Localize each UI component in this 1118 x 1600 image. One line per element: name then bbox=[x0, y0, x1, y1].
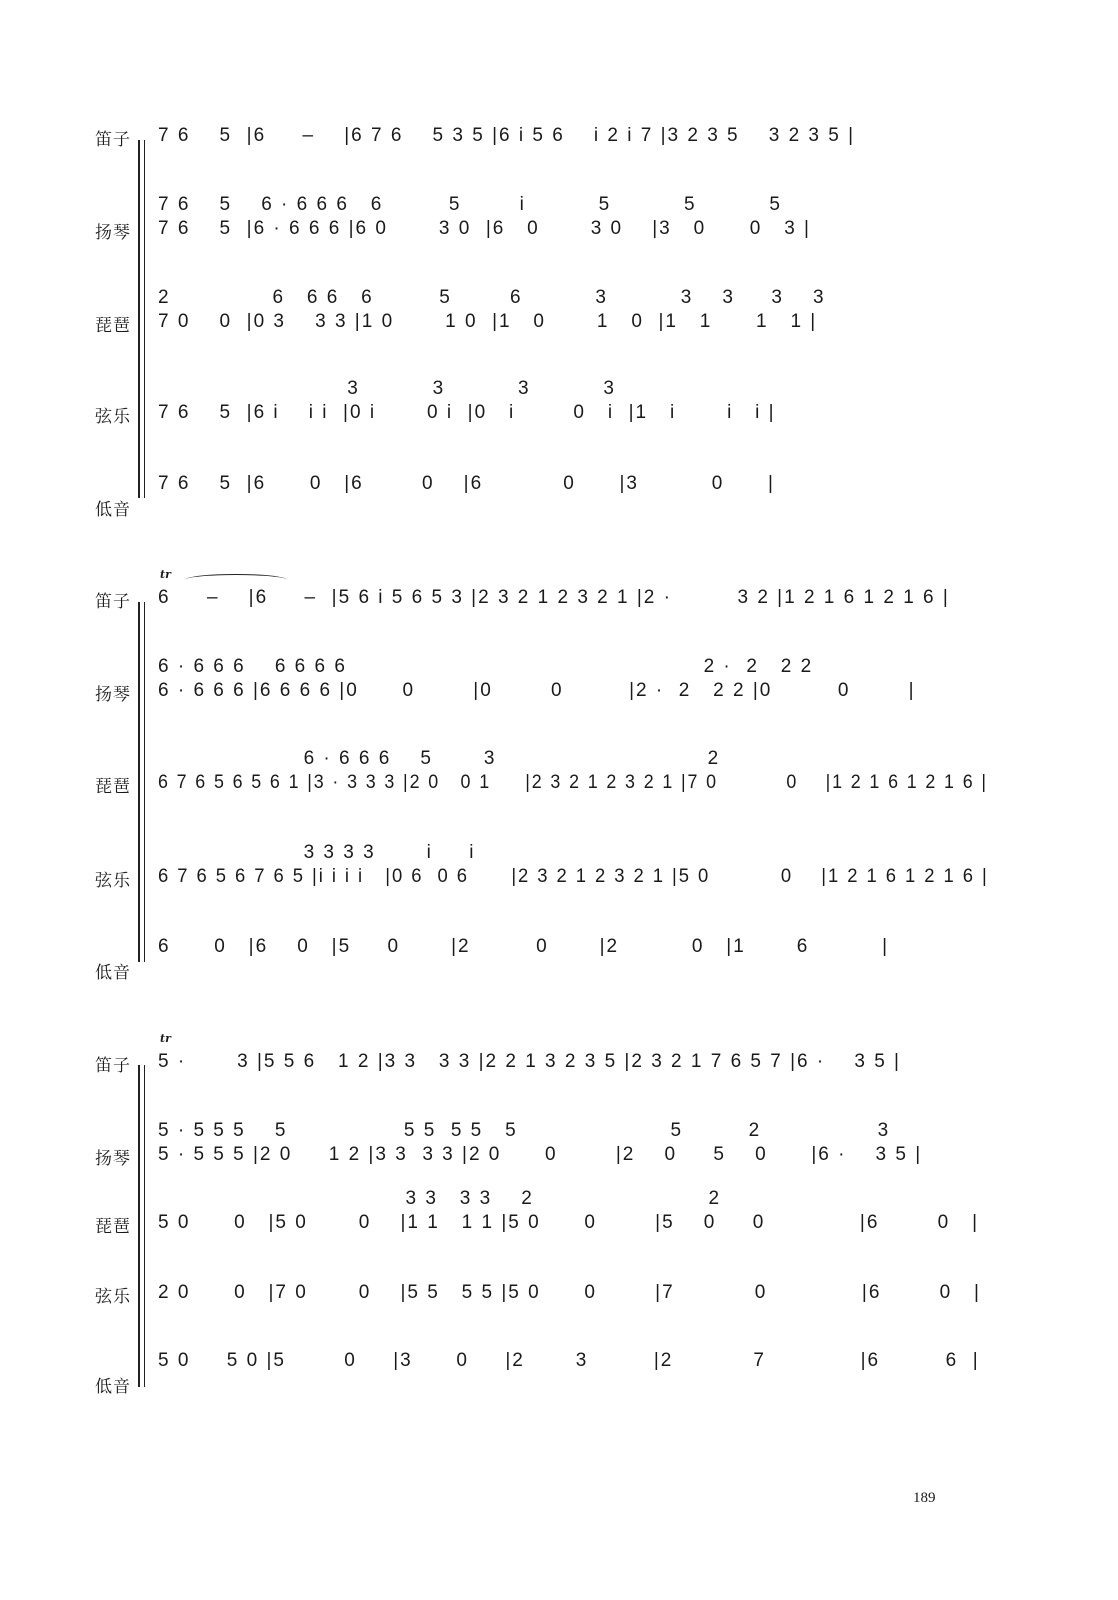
notes-upper: 2 6 6 6 6 5 6 3 3 3 3 3 bbox=[158, 287, 826, 308]
instrument-label: 琵琶 bbox=[95, 777, 131, 797]
staff-bass bbox=[0, 473, 1118, 520]
notes-upper: 3 3 3 3 2 2 bbox=[158, 1188, 722, 1209]
notes-lower: 7 6 5 |6 · 6 6 6 |6 0 3 0 |6 0 3 0 |3 0 0 3 | bbox=[158, 218, 811, 239]
notes-lower: 7 6 5 |6 i i i |0 i 0 i |0 i 0 i |1 i i i | bbox=[158, 402, 776, 423]
trill-mark: tr bbox=[160, 568, 171, 581]
staff-dizi bbox=[0, 125, 1118, 155]
notes-lower: 6 · 6 6 6 |6 6 6 6 |0 0 |0 0 |2 · 2 2 2 |0 0 | bbox=[158, 680, 916, 701]
notes-upper: 6 · 6 6 6 5 3 2 bbox=[158, 748, 721, 769]
notes-upper: 3 3 3 3 i i bbox=[158, 842, 476, 863]
staff-dizi bbox=[0, 587, 1118, 617]
notes-lower: 6 0 |6 0 |5 0 |2 0 |2 0 |1 6 | bbox=[158, 936, 890, 957]
staff-bass bbox=[0, 936, 1118, 983]
instrument-label: 琵琶 bbox=[95, 1217, 131, 1237]
instrument-label: 笛子 bbox=[95, 130, 131, 150]
instrument-label: 弦乐 bbox=[95, 1287, 131, 1307]
instrument-label: 琵琶 bbox=[95, 316, 131, 336]
staff-strings bbox=[0, 1282, 1118, 1312]
notes-upper: 5 · 5 5 5 5 5 5 5 5 5 5 2 3 bbox=[158, 1120, 891, 1141]
notes-lower: 5 · 3 |5 5 6 1 2 |3 3 3 3 |2 2 1 3 2 3 5 |2 3 2 1 7 6 5 7 |6 · 3 5 | bbox=[158, 1051, 901, 1072]
notes-lower: 7 6 5 |6 – |6 7 6 5 3 5 |6 i 5 6 i 2 i 7 |3 2 3 5 3 2 3 5 | bbox=[158, 125, 856, 146]
page-number: 189 bbox=[913, 1490, 936, 1506]
notes-lower: 6 7 6 5 6 7 6 5 |i i i i |0 6 0 6 |2 3 2 1 2 3 2 1 |5 0 0 |1 2 1 6 1 2 1 6 | bbox=[158, 866, 989, 887]
notes-lower: 7 6 5 |6 0 |6 0 |6 0 |3 0 | bbox=[158, 473, 775, 494]
staff-strings bbox=[0, 842, 1118, 896]
instrument-label: 扬琴 bbox=[95, 685, 131, 705]
instrument-label: 弦乐 bbox=[95, 871, 131, 891]
instrument-label: 弦乐 bbox=[95, 407, 131, 427]
instrument-label: 低音 bbox=[95, 1377, 131, 1397]
instrument-label: 笛子 bbox=[95, 1056, 131, 1076]
notes-lower: 6 – |6 – |5 6 i 5 6 5 3 |2 3 2 1 2 3 2 1 |2 · 3 2 |1 2 1 6 1 2 1 6 | bbox=[158, 587, 950, 608]
staff-pipa bbox=[0, 287, 1118, 341]
notes-upper: 3 3 3 3 bbox=[158, 378, 616, 399]
staff-yangqin bbox=[0, 1120, 1118, 1174]
trill-mark: tr bbox=[160, 1032, 171, 1045]
staff-yangqin bbox=[0, 656, 1118, 710]
instrument-label: 低音 bbox=[95, 963, 131, 983]
notes-lower: 2 0 0 |7 0 0 |5 5 5 5 |5 0 0 |7 0 |6 0 | bbox=[158, 1282, 981, 1303]
staff-dizi bbox=[0, 1051, 1118, 1081]
staff-yangqin bbox=[0, 194, 1118, 248]
notes-lower: 6 7 6 5 6 5 6 1 |3 · 3 3 3 |2 0 0 1 |2 3 2 1 2 3 2 1 |7 0 0 |1 2 1 6 1 2 1 6 | bbox=[158, 772, 988, 793]
staff-strings bbox=[0, 378, 1118, 432]
notes-upper: 6 · 6 6 6 6 6 6 6 2 · 2 2 2 bbox=[158, 656, 814, 677]
instrument-label: 扬琴 bbox=[95, 223, 131, 243]
instrument-label: 低音 bbox=[95, 500, 131, 520]
instrument-label: 扬琴 bbox=[95, 1149, 131, 1169]
instrument-label: 笛子 bbox=[95, 592, 131, 612]
slur-mark bbox=[186, 574, 286, 585]
notes-upper: 7 6 5 6 · 6 6 6 6 5 i 5 5 5 bbox=[158, 194, 782, 215]
staff-pipa bbox=[0, 1188, 1118, 1242]
notes-lower: 5 · 5 5 5 |2 0 1 2 |3 3 3 3 |2 0 0 |2 0 5 0 |6 · 3 5 | bbox=[158, 1144, 923, 1165]
notes-lower: 5 0 5 0 |5 0 |3 0 |2 3 |2 7 |6 6 | bbox=[158, 1350, 980, 1371]
staff-bass bbox=[0, 1350, 1118, 1397]
staff-pipa bbox=[0, 748, 1118, 802]
notes-lower: 7 0 0 |0 3 3 3 |1 0 1 0 |1 0 1 0 |1 1 1 1 | bbox=[158, 311, 818, 332]
notes-lower: 5 0 0 |5 0 0 |1 1 1 1 |5 0 0 |5 0 0 |6 0 | bbox=[158, 1212, 980, 1233]
